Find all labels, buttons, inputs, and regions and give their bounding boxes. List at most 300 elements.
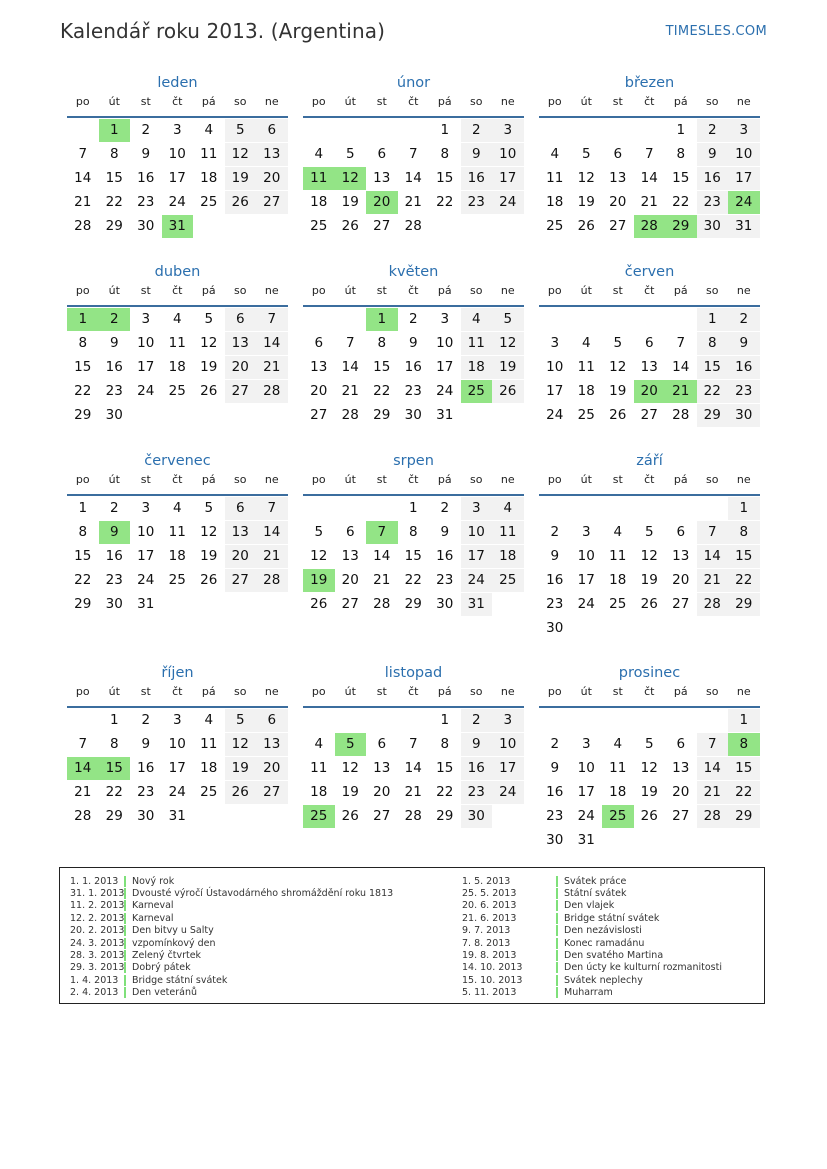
day-cell: 2	[550, 524, 560, 540]
week-row	[67, 496, 288, 520]
day-cell: 17	[728, 167, 760, 190]
legend-holiday-name: Konec ramadánu	[564, 937, 645, 949]
day-cell: 15	[672, 170, 690, 186]
day-cell: 22	[697, 380, 729, 403]
day-cell: 8	[440, 146, 450, 162]
day-cell: 17	[168, 170, 186, 186]
day-cell: 3	[581, 736, 591, 752]
weekday-header	[67, 94, 288, 116]
weekday-label: st	[376, 284, 387, 297]
day-cell: 2	[550, 736, 560, 752]
empty-cell	[335, 308, 367, 331]
day-cell: 8	[728, 733, 760, 756]
legend-item	[70, 962, 393, 974]
day-cell: 6	[377, 146, 387, 162]
weekday-label: po	[311, 473, 326, 486]
day-cell: 18	[577, 383, 595, 399]
weekday-label: so	[470, 473, 483, 486]
day-cell: 13	[672, 548, 690, 564]
day-cell: 17	[436, 359, 454, 375]
day-cell: 7	[644, 146, 654, 162]
weekday-label: ne	[264, 473, 279, 486]
weekday-header	[303, 472, 524, 494]
day-cell: 10	[492, 143, 524, 166]
empty-cell	[697, 829, 729, 852]
week-row	[303, 568, 524, 592]
day-cell: 16	[546, 784, 564, 800]
day-cell: 7	[256, 308, 288, 331]
day-cell: 13	[373, 760, 391, 776]
week-row	[539, 804, 760, 828]
month-name: červen	[624, 264, 675, 280]
holiday-marker	[124, 938, 126, 949]
day-cell: 27	[672, 808, 690, 824]
day-cell: 25	[168, 383, 186, 399]
day-cell: 7	[697, 521, 729, 544]
legend-date: 1. 4. 2013	[70, 974, 119, 986]
day-cell: 31	[137, 596, 155, 612]
day-cell: 15	[728, 757, 760, 780]
day-cell: 2	[109, 500, 119, 516]
week-row	[303, 592, 524, 616]
day-cell: 20	[310, 383, 328, 399]
day-cell: 13	[225, 521, 257, 544]
day-cell: 30	[697, 215, 729, 238]
empty-cell	[539, 497, 571, 520]
day-cell: 13	[225, 332, 257, 355]
day-cell: 23	[105, 572, 123, 588]
day-cell: 27	[373, 218, 391, 234]
day-cell: 21	[373, 572, 391, 588]
day-cell: 27	[341, 596, 359, 612]
empty-cell	[335, 119, 367, 142]
day-cell: 4	[550, 146, 560, 162]
day-cell: 4	[172, 500, 182, 516]
day-cell: 15	[99, 757, 131, 780]
weekday-label: st	[612, 95, 623, 108]
weekday-label: ne	[736, 95, 751, 108]
week-row	[539, 403, 760, 427]
empty-cell	[335, 497, 367, 520]
week-row	[303, 708, 524, 732]
day-cell: 15	[74, 548, 92, 564]
legend-holiday-name: Nový rok	[132, 875, 175, 887]
week-row	[539, 331, 760, 355]
legend-column-right	[462, 875, 722, 999]
weekday-label: so	[234, 95, 247, 108]
empty-cell	[461, 404, 493, 427]
day-cell: 3	[492, 709, 524, 732]
legend-item	[70, 937, 393, 949]
month-name: únor	[396, 75, 431, 91]
weekday-label: čt	[172, 473, 183, 486]
legend-date: 1. 1. 2013	[70, 875, 119, 887]
weekday-label: so	[706, 284, 719, 297]
day-cell: 11	[303, 167, 335, 190]
empty-cell	[303, 497, 335, 520]
day-cell: 13	[341, 548, 359, 564]
holiday-marker	[124, 913, 126, 924]
legend-column-left	[70, 875, 393, 999]
day-cell: 26	[577, 218, 595, 234]
day-cell: 28	[341, 407, 359, 423]
empty-cell	[303, 709, 335, 732]
month-březen	[539, 62, 760, 238]
day-cell: 4	[492, 497, 524, 520]
day-cell: 27	[256, 191, 288, 214]
day-cell: 26	[310, 596, 328, 612]
month-name: srpen	[393, 453, 434, 469]
week-row	[539, 118, 760, 142]
day-cell: 17	[492, 167, 524, 190]
day-cell: 28	[74, 218, 92, 234]
day-cell: 8	[377, 335, 387, 351]
day-cell: 29	[665, 215, 697, 238]
day-cell: 4	[613, 736, 623, 752]
day-cell: 15	[436, 760, 454, 776]
month-name: listopad	[384, 665, 443, 681]
day-cell: 14	[404, 170, 422, 186]
weekday-label: pá	[201, 473, 216, 486]
day-cell: 21	[74, 784, 92, 800]
empty-cell	[602, 497, 634, 520]
day-cell: 8	[408, 524, 418, 540]
week-row	[539, 166, 760, 190]
day-cell: 20	[609, 194, 627, 210]
brand-link[interactable]: TIMESLES.COM	[665, 24, 767, 39]
weekday-label: st	[612, 473, 623, 486]
weekday-label: čt	[644, 685, 655, 698]
holiday-marker	[124, 987, 126, 998]
day-cell: 3	[492, 119, 524, 142]
day-cell: 1	[78, 500, 88, 516]
day-cell: 22	[74, 383, 92, 399]
weekday-label: út	[344, 284, 356, 297]
day-cell: 10	[168, 736, 186, 752]
day-cell: 22	[728, 569, 760, 592]
day-cell: 14	[256, 332, 288, 355]
day-cell: 27	[225, 569, 257, 592]
week-row	[67, 708, 288, 732]
day-cell: 24	[492, 191, 524, 214]
day-cell: 6	[256, 709, 288, 732]
day-cell: 13	[672, 760, 690, 776]
day-cell: 5	[581, 146, 591, 162]
day-cell: 3	[172, 712, 182, 728]
week-row	[303, 804, 524, 828]
legend-holiday-name: Svátek neplechy	[564, 974, 643, 986]
empty-cell	[461, 215, 493, 238]
week-row	[303, 756, 524, 780]
weekday-label: po	[547, 284, 562, 297]
empty-cell	[366, 119, 398, 142]
day-cell: 11	[577, 359, 595, 375]
legend-holiday-name: Den nezávislosti	[564, 925, 642, 937]
day-cell: 29	[728, 805, 760, 828]
day-cell: 18	[546, 194, 564, 210]
day-cell: 8	[676, 146, 686, 162]
empty-cell	[665, 709, 697, 732]
day-cell: 21	[697, 781, 729, 804]
legend-item	[462, 900, 722, 912]
week-row	[539, 568, 760, 592]
day-cell: 15	[436, 170, 454, 186]
empty-cell	[303, 119, 335, 142]
day-cell: 16	[546, 572, 564, 588]
day-cell: 14	[74, 170, 92, 186]
month-duben	[67, 251, 288, 427]
weekday-label: po	[311, 95, 326, 108]
day-cell: 7	[345, 335, 355, 351]
weekday-label: st	[376, 95, 387, 108]
weekday-label: st	[140, 95, 151, 108]
day-cell: 5	[613, 335, 623, 351]
day-cell: 1	[697, 308, 729, 331]
week-row	[303, 403, 524, 427]
weekday-label: po	[75, 95, 90, 108]
weekday-label: ne	[264, 95, 279, 108]
day-cell: 27	[225, 380, 257, 403]
holiday-marker	[556, 987, 558, 998]
day-cell: 19	[609, 383, 627, 399]
weekday-label: pá	[201, 95, 216, 108]
day-cell: 20	[366, 191, 398, 214]
weekday-label: po	[311, 685, 326, 698]
weekday-label: ne	[500, 95, 515, 108]
day-cell: 11	[168, 335, 186, 351]
day-cell: 25	[492, 569, 524, 592]
weekday-label: pá	[437, 95, 452, 108]
weekday-label: pá	[201, 284, 216, 297]
legend-holiday-name: Karneval	[132, 900, 174, 912]
day-cell: 17	[577, 572, 595, 588]
week-row	[67, 190, 288, 214]
empty-cell	[366, 497, 398, 520]
day-cell: 10	[577, 548, 595, 564]
weekday-label: st	[140, 473, 151, 486]
legend-holiday-name: Bridge státní svátek	[564, 912, 660, 924]
day-cell: 20	[225, 545, 257, 568]
day-cell: 5	[492, 308, 524, 331]
day-cell: 10	[546, 359, 564, 375]
weekday-label: ne	[736, 284, 751, 297]
week-row	[539, 592, 760, 616]
week-row	[67, 307, 288, 331]
day-cell: 13	[256, 143, 288, 166]
day-cell: 2	[461, 119, 493, 142]
day-cell: 11	[310, 760, 328, 776]
empty-cell	[398, 119, 430, 142]
legend-holiday-name: Svátek práce	[564, 875, 627, 887]
week-row	[303, 732, 524, 756]
day-cell: 11	[461, 332, 493, 355]
day-cell: 9	[141, 146, 151, 162]
month-name: červenec	[144, 453, 211, 469]
day-cell: 23	[105, 383, 123, 399]
day-cell: 11	[200, 736, 218, 752]
weekday-label: ne	[500, 685, 515, 698]
day-cell: 12	[609, 359, 627, 375]
legend-item	[70, 974, 393, 986]
day-cell: 13	[256, 733, 288, 756]
legend-holiday-name: Dvousté výročí Ústavodárného shromáždění roku 1813	[132, 888, 394, 900]
week-row	[539, 828, 760, 852]
holiday-marker	[556, 925, 558, 936]
day-cell: 25	[310, 218, 328, 234]
weekday-label: st	[376, 685, 387, 698]
day-cell: 8	[109, 736, 119, 752]
legend-item	[462, 949, 722, 961]
weekday-label: út	[108, 685, 120, 698]
day-cell: 19	[200, 359, 218, 375]
week-row	[67, 732, 288, 756]
month-květen	[303, 251, 524, 427]
day-cell: 19	[341, 194, 359, 210]
legend-holiday-name: Státní svátek	[564, 888, 627, 900]
day-cell: 18	[609, 572, 627, 588]
day-cell: 12	[200, 524, 218, 540]
day-cell: 12	[577, 170, 595, 186]
weekday-label: pá	[437, 685, 452, 698]
day-cell: 24	[168, 784, 186, 800]
month-říjen	[67, 652, 288, 828]
day-cell: 25	[577, 407, 595, 423]
day-cell: 1	[99, 119, 131, 142]
weekday-label: pá	[437, 473, 452, 486]
day-cell: 3	[581, 524, 591, 540]
empty-cell	[492, 593, 524, 616]
day-cell: 21	[404, 194, 422, 210]
day-cell: 24	[137, 383, 155, 399]
empty-cell	[256, 805, 288, 828]
day-cell: 28	[697, 805, 729, 828]
weekday-label: po	[75, 284, 90, 297]
weekday-label: so	[470, 685, 483, 698]
day-cell: 28	[404, 808, 422, 824]
weekday-header	[539, 94, 760, 116]
day-cell: 5	[644, 736, 654, 752]
day-cell: 16	[404, 359, 422, 375]
day-cell: 5	[204, 500, 214, 516]
weekday-header	[303, 283, 524, 305]
week-row	[303, 355, 524, 379]
day-cell: 3	[440, 311, 450, 327]
week-row	[303, 142, 524, 166]
day-cell: 15	[105, 170, 123, 186]
month-name: září	[636, 453, 663, 469]
weekday-header	[539, 283, 760, 305]
legend-holiday-name: Zelený čtvrtek	[132, 950, 202, 962]
day-cell: 27	[256, 781, 288, 804]
empty-cell	[398, 709, 430, 732]
day-cell: 24	[577, 808, 595, 824]
day-cell: 3	[141, 311, 151, 327]
weekday-label: so	[706, 95, 719, 108]
day-cell: 26	[341, 218, 359, 234]
legend-item	[462, 887, 722, 899]
month-září	[539, 440, 760, 640]
day-cell: 24	[492, 781, 524, 804]
weekday-label: po	[311, 284, 326, 297]
day-cell: 1	[440, 712, 450, 728]
day-cell: 4	[204, 122, 214, 138]
day-cell: 20	[256, 167, 288, 190]
weekday-label: po	[547, 685, 562, 698]
day-cell: 27	[373, 808, 391, 824]
day-cell: 14	[697, 757, 729, 780]
empty-cell	[665, 617, 697, 640]
week-row	[303, 118, 524, 142]
month-prosinec	[539, 652, 760, 852]
day-cell: 2	[461, 709, 493, 732]
empty-cell	[602, 709, 634, 732]
legend-item	[462, 962, 722, 974]
week-row	[539, 214, 760, 238]
day-cell: 1	[728, 709, 760, 732]
weekday-label: pá	[437, 284, 452, 297]
week-row	[67, 756, 288, 780]
week-row	[303, 307, 524, 331]
day-cell: 16	[137, 170, 155, 186]
weekday-header	[539, 472, 760, 494]
legend-holiday-name: Karneval	[132, 912, 174, 924]
day-cell: 20	[341, 572, 359, 588]
week-row	[67, 214, 288, 238]
day-cell: 29	[74, 596, 92, 612]
day-cell: 11	[200, 146, 218, 162]
legend-date: 20. 2. 2013	[70, 925, 125, 937]
empty-cell	[193, 805, 225, 828]
day-cell: 24	[137, 572, 155, 588]
day-cell: 9	[728, 332, 760, 355]
month-listopad	[303, 652, 524, 828]
day-cell: 12	[492, 332, 524, 355]
day-cell: 31	[461, 593, 493, 616]
empty-cell	[335, 709, 367, 732]
day-cell: 24	[577, 596, 595, 612]
weekday-label: út	[580, 685, 592, 698]
day-cell: 10	[492, 733, 524, 756]
weekday-label: st	[140, 284, 151, 297]
weekday-label: ne	[736, 685, 751, 698]
day-cell: 20	[672, 572, 690, 588]
day-cell: 21	[256, 356, 288, 379]
legend-date: 19. 8. 2013	[462, 950, 517, 962]
day-cell: 24	[546, 407, 564, 423]
week-row	[67, 166, 288, 190]
day-cell: 30	[105, 407, 123, 423]
week-row	[67, 331, 288, 355]
holiday-marker	[124, 900, 126, 911]
legend-date: 28. 3. 2013	[70, 950, 125, 962]
day-cell: 1	[366, 308, 398, 331]
day-cell: 20	[634, 380, 666, 403]
day-cell: 25	[602, 805, 634, 828]
legend-item	[70, 949, 393, 961]
day-cell: 3	[728, 119, 760, 142]
empty-cell	[634, 829, 666, 852]
day-cell: 25	[200, 784, 218, 800]
day-cell: 18	[200, 760, 218, 776]
week-row	[303, 166, 524, 190]
empty-cell	[571, 308, 603, 331]
day-cell: 14	[67, 757, 99, 780]
legend-holiday-name: Dobrý pátek	[132, 962, 191, 974]
holiday-legend	[59, 867, 765, 1004]
day-cell: 6	[314, 335, 324, 351]
weekday-label: čt	[408, 473, 419, 486]
day-cell: 6	[256, 119, 288, 142]
